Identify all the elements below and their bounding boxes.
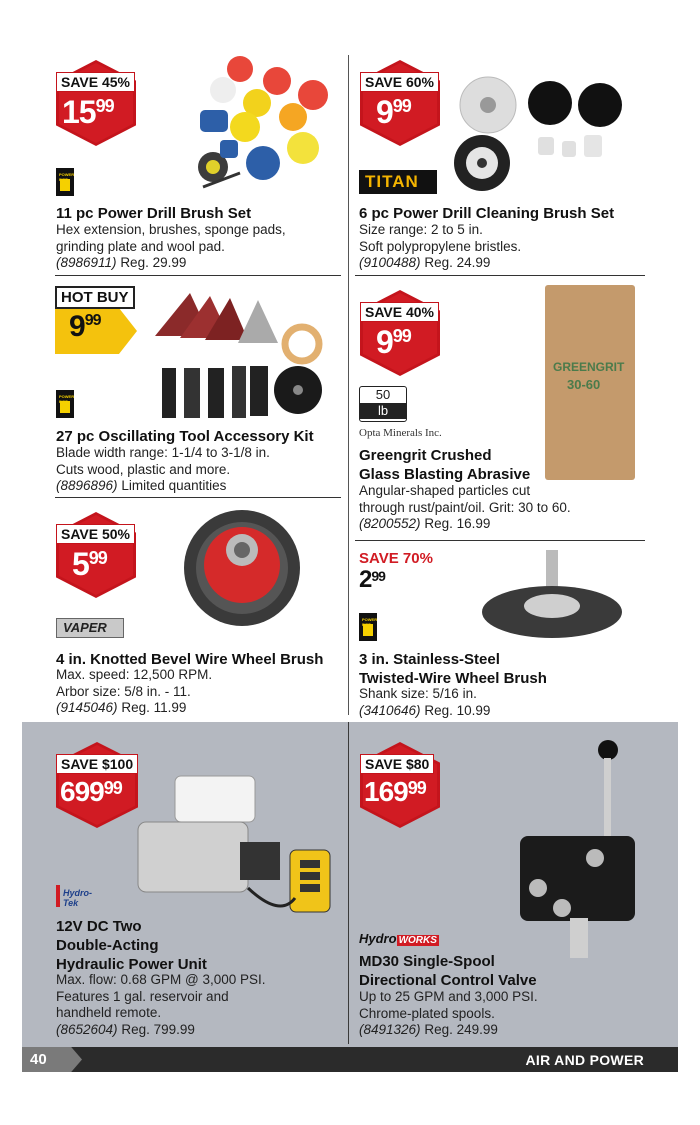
sku: (8652604) — [56, 1021, 118, 1037]
product-description: Size range: 2 to 5 in. Soft polypropylene bristles. (9100488) Reg. 24.99 — [359, 222, 522, 270]
product-title[interactable]: 3 in. Stainless-Steel Twisted-Wire Wheel Brush — [359, 651, 547, 687]
save-label: SAVE 40% — [360, 302, 439, 322]
weight-tag: 50 lb — [359, 386, 407, 422]
hydro-tek-logo: Hydro-Tek — [56, 885, 106, 907]
price-badge — [56, 736, 138, 828]
hot-buy-label: HOT BUY — [55, 286, 135, 309]
power-fist-logo: POWER — [56, 168, 74, 196]
regular-price: Reg. 799.99 — [121, 1021, 195, 1037]
row-divider — [355, 275, 645, 276]
sku: (3410646) — [359, 702, 421, 718]
product-image-hydraulic-unit — [130, 768, 340, 918]
price: $9^{99}$ — [376, 324, 411, 360]
price: $9^{99}$ — [69, 310, 101, 343]
titan-logo: TITAN — [359, 170, 437, 194]
section-title: AIR AND POWER — [525, 1052, 644, 1068]
hot-buy-badge — [55, 286, 139, 356]
price: $15^{99}$ — [62, 94, 114, 130]
product-title[interactable]: 4 in. Knotted Bevel Wire Wheel Brush — [56, 651, 324, 668]
page-number: 40 — [30, 1051, 47, 1068]
product-description: Blade width range: 1-1/4 to 3-1/8 in. Cuts wood, plastic and more. (8896896) Limited quantities — [56, 445, 270, 493]
price-badge — [360, 54, 440, 146]
sku: (8200552) — [359, 516, 421, 531]
column-divider — [348, 55, 349, 715]
column-divider — [348, 722, 349, 1044]
vaper-logo: VAPER — [56, 618, 124, 638]
row-divider — [355, 540, 645, 541]
product-image-drill-brushes — [145, 55, 340, 195]
product-image-abrasive-bag: GREENGRIT 30-60 — [545, 285, 635, 480]
product-title[interactable]: 6 pc Power Drill Cleaning Brush Set — [359, 205, 615, 222]
product-title[interactable]: Greengrit Crushed Glass Blasting Abrasive — [359, 447, 531, 483]
regular-price: Reg. 29.99 — [120, 255, 187, 270]
product-image-knotted-wheel — [160, 510, 330, 630]
product-title[interactable]: 27 pc Oscillating Tool Accessory Kit — [56, 428, 314, 445]
product-description: Up to 25 GPM and 3,000 PSI. Chrome-plated spools. (8491326) Reg. 249.99 — [359, 989, 538, 1037]
limited-quantities-note: Limited quantities — [121, 478, 227, 493]
regular-price: Reg. 11.99 — [121, 700, 187, 715]
product-image-twisted-wheel — [478, 550, 633, 645]
product-description: Max. flow: 0.68 GPM @ 3,000 PSI. Features 1 gal. reservoir and handheld remote. (8652604) Reg. 799.99 — [56, 972, 266, 1037]
regular-price: Reg. 16.99 — [424, 516, 491, 531]
regular-price: Reg. 249.99 — [424, 1022, 498, 1037]
power-fist-logo: POWER — [359, 613, 377, 641]
save-label: SAVE $80 — [360, 754, 434, 774]
save-label: SAVE 60% — [360, 72, 439, 92]
product-title[interactable]: 11 pc Power Drill Brush Set — [56, 205, 252, 222]
sku: (9145046) — [56, 700, 118, 715]
save-label: SAVE 70% — [359, 550, 433, 567]
sku: (8491326) — [359, 1022, 421, 1037]
product-description: Angular-shaped particles cut through rust/paint/oil. Grit: 30 to 60. (8200552) Reg. 16.99 — [359, 483, 571, 531]
price-badge — [56, 506, 136, 598]
power-fist-logo: POWER — [56, 390, 74, 418]
price: $169^{99}$ — [364, 776, 426, 807]
save-label: SAVE 50% — [56, 524, 135, 544]
regular-price: Reg. 24.99 — [424, 255, 491, 270]
price-badge — [360, 284, 440, 376]
price: $5^{99}$ — [72, 546, 107, 582]
save-label: SAVE 45% — [56, 72, 135, 92]
regular-price: Reg. 10.99 — [424, 702, 491, 718]
price: $699^{99}$ — [60, 776, 122, 807]
hydroworks-logo: Hydro WORKS — [359, 931, 437, 946]
product-image-control-valve — [500, 738, 650, 968]
product-image-cleaning-brushes — [450, 75, 645, 195]
save-label: SAVE $100 — [56, 754, 138, 774]
price: $9^{99}$ — [376, 94, 411, 130]
product-description: Shank size: 5/16 in. (3410646) Reg. 10.99 — [359, 686, 491, 718]
product-description: Max. speed: 12,500 RPM. Arbor size: 5/8 in. - 11. (9145046) Reg. 11.99 — [56, 667, 213, 715]
sku: (9100488) — [359, 255, 421, 270]
price-badge — [360, 736, 440, 828]
price: $2^{99}$ — [359, 566, 385, 593]
price-badge — [56, 54, 136, 146]
row-divider — [55, 497, 341, 498]
product-title[interactable]: MD30 Single-Spool Directional Control Valve — [359, 953, 537, 989]
product-description: Hex extension, brushes, sponge pads, grinding plate and wool pad. (8986911) Reg. 29.99 — [56, 222, 286, 270]
page-footer — [22, 1047, 678, 1072]
row-divider — [55, 275, 341, 276]
sku: (8896896) — [56, 478, 118, 493]
product-title[interactable]: 12V DC Two Double-Acting Hydraulic Power Unit — [56, 918, 207, 973]
opta-minerals-logo: Opta Minerals Inc. — [359, 427, 442, 439]
product-image-oscillating-accessories — [150, 288, 340, 423]
sku: (8986911) — [56, 255, 117, 270]
